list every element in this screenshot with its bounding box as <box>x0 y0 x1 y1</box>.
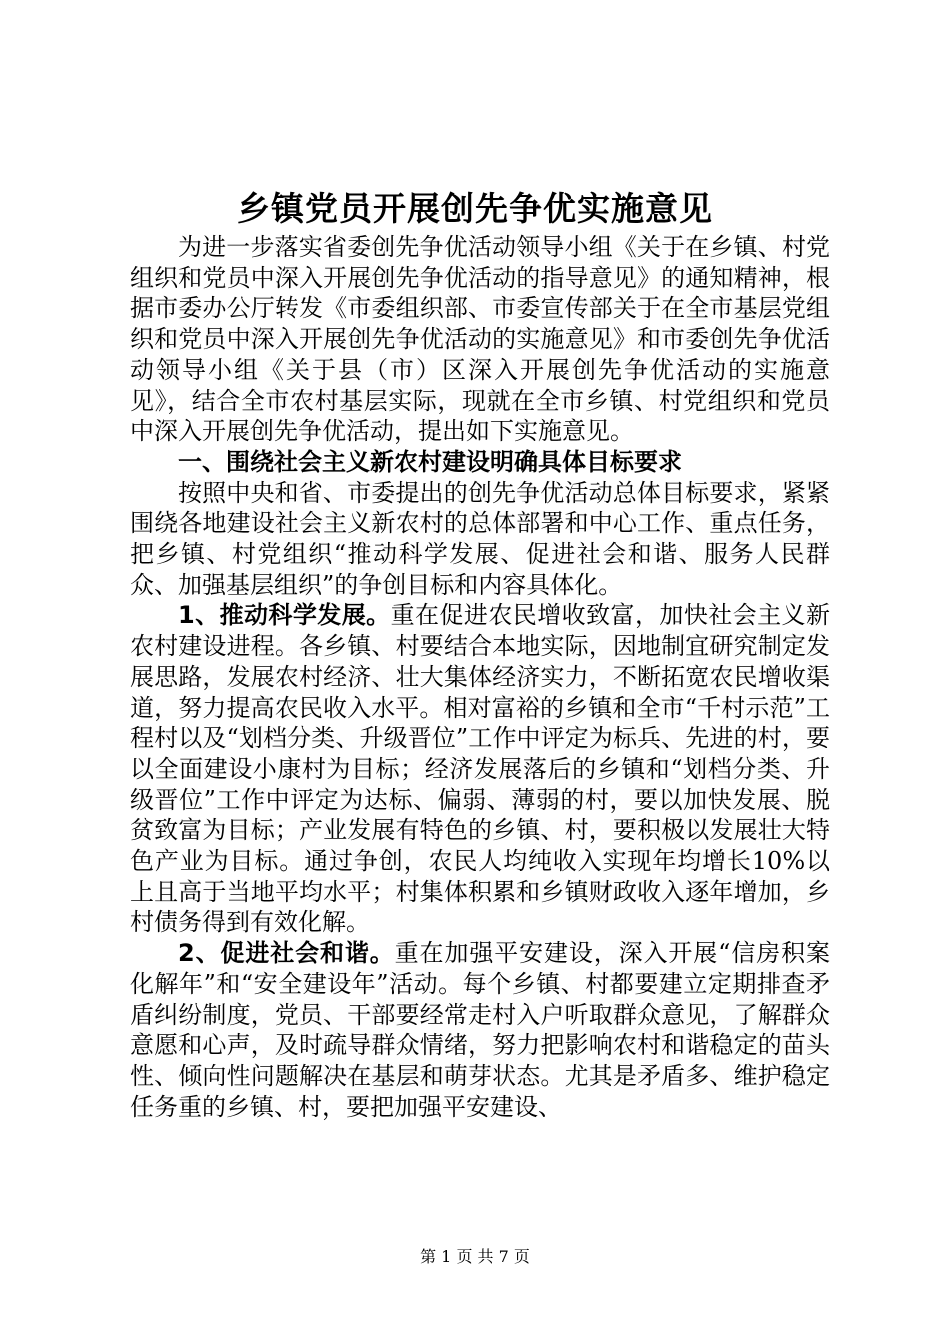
document-title: 乡镇党员开展创先争优实施意见 <box>237 189 713 228</box>
item-text-2: 重在加强平安建设，深入开展“信房积案化解年”和“安全建设年”活动。每个乡镇、村都要建立定期排查矛盾纠纷制度，党员、干部要经常走村入户听取群众意见，了解群众意愿和心声，及时疏导群众情绪，努力把影响农村和谐稳定的苗头性、倾向性问题解决在基层和萌芽状态。尤其是矛盾多、维护稳定任务重的乡镇、村，要把加强平安建设、 <box>130 939 830 1121</box>
item-lead-2: 2、促进社会和谐。 <box>178 939 395 968</box>
item-text-1: 重在促进农民增收致富，加快社会主义新农村建设进程。各乡镇、村要结合本地实际，因地制宜研究制定发展思路，发展农村经济、壮大集体经济实力，不断拓宽农民增收渠道，努力提高农民收入水平。相对富裕的乡镇和全市“千村示范”工程村以及“划档分类、升级晋位”工作中评定为标兵、先进的村，要以全面建设小康村为目标；经济发展落后的乡镇和“划档分类、升级晋位”工作中评定为达标、偏弱、薄弱的村，要以加快发展、脱贫致富为目标；产业发展有特色的乡镇、村，要积极以发展壮大特色产业为目标。通过争创，农民人均纯收入实现年均增长10%以上且高于当地平均水平；村集体积累和乡镇财政收入逐年增加，乡村债务得到有效化解。 <box>130 601 830 937</box>
section-paragraph: 按照中央和省、市委提出的创先争优活动总体目标要求，紧紧围绕各地建设社会主义新农村的总体部署和中心工作、重点任务，把乡镇、村党组织“推动科学发展、促进社会和谐、服务人民群众、加强基层组织”的争创目标和内容具体化。 <box>130 478 830 599</box>
section-heading: 一、围绕社会主义新农村建设明确具体目标要求 <box>178 447 682 476</box>
intro-paragraph: 为进一步落实省委创先争优活动领导小组《关于在乡镇、村党组织和党员中深入开展创先争优活动的指导意见》的通知精神，根据市委办公厅转发《市委组织部、市委宣传部关于在全市基层党组织和党员中深入开展创先争优活动的实施意见》和市委创先争优活动领导小组《关于县（市）区深入开展创先争优活动的实施意见》，结合全市农村基层实际，现就在全市乡镇、村党组织和党员中深入开展创先争优活动，提出如下实施意见。 <box>130 233 830 446</box>
item-paragraph-1 <box>130 600 830 938</box>
item-lead-1: 1、推动科学发展。 <box>178 601 391 630</box>
document-body <box>130 232 830 1122</box>
page-footer: 第 1 页 共 7 页 <box>420 1247 530 1266</box>
item-paragraph-2 <box>130 938 830 1122</box>
